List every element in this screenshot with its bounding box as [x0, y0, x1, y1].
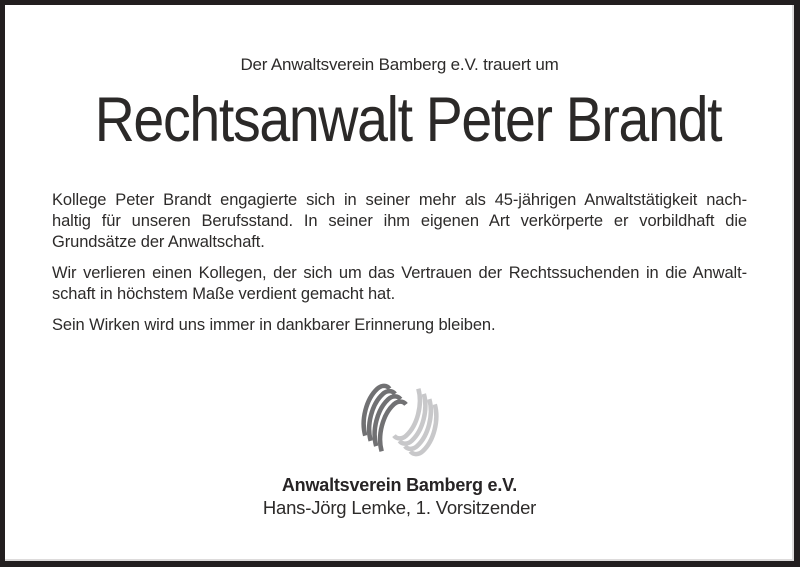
headline-wrap — [52, 86, 747, 154]
org-name: Anwaltsverein Bamberg e.V. — [281, 475, 518, 495]
paragraph-line: Kollege Peter Brandt engagierte sich in seiner mehr als 45-jährigen Anwaltstätigkeit nach- — [52, 191, 747, 209]
paragraph-line: Grundsätze der Anwaltschaft. — [52, 233, 265, 251]
obituary-body — [52, 190, 747, 336]
paragraph-line: Wir verlieren einen Kollegen, der sich um das Vertrauen der Rechtssuchenden in die Anwalt- — [52, 264, 747, 282]
signatory-line: Hans-Jörg Lemke, 1. Vorsitzender — [262, 497, 537, 518]
deceased-name-headline: Rechtsanwalt Peter Brandt — [94, 85, 722, 155]
paragraph-line: schaft in höchstem Maße verdient gemacht hat. — [52, 285, 396, 303]
paragraph — [52, 190, 747, 253]
anwaltsverein-wave-logo-icon — [356, 380, 444, 460]
intro-line: Der Anwaltsverein Bamberg e.V. trauert um — [240, 55, 559, 74]
paragraph-line: haltig für unseren Berufsstand. In seiner ihm eigenen Art verkörperte er vorbildhaft die — [52, 212, 747, 230]
paragraph — [52, 263, 747, 305]
logo-block — [52, 380, 747, 465]
paragraph-line: Sein Wirken wird uns immer in dankbarer Erinnerung bleiben. — [52, 316, 496, 334]
paragraph — [52, 315, 747, 336]
